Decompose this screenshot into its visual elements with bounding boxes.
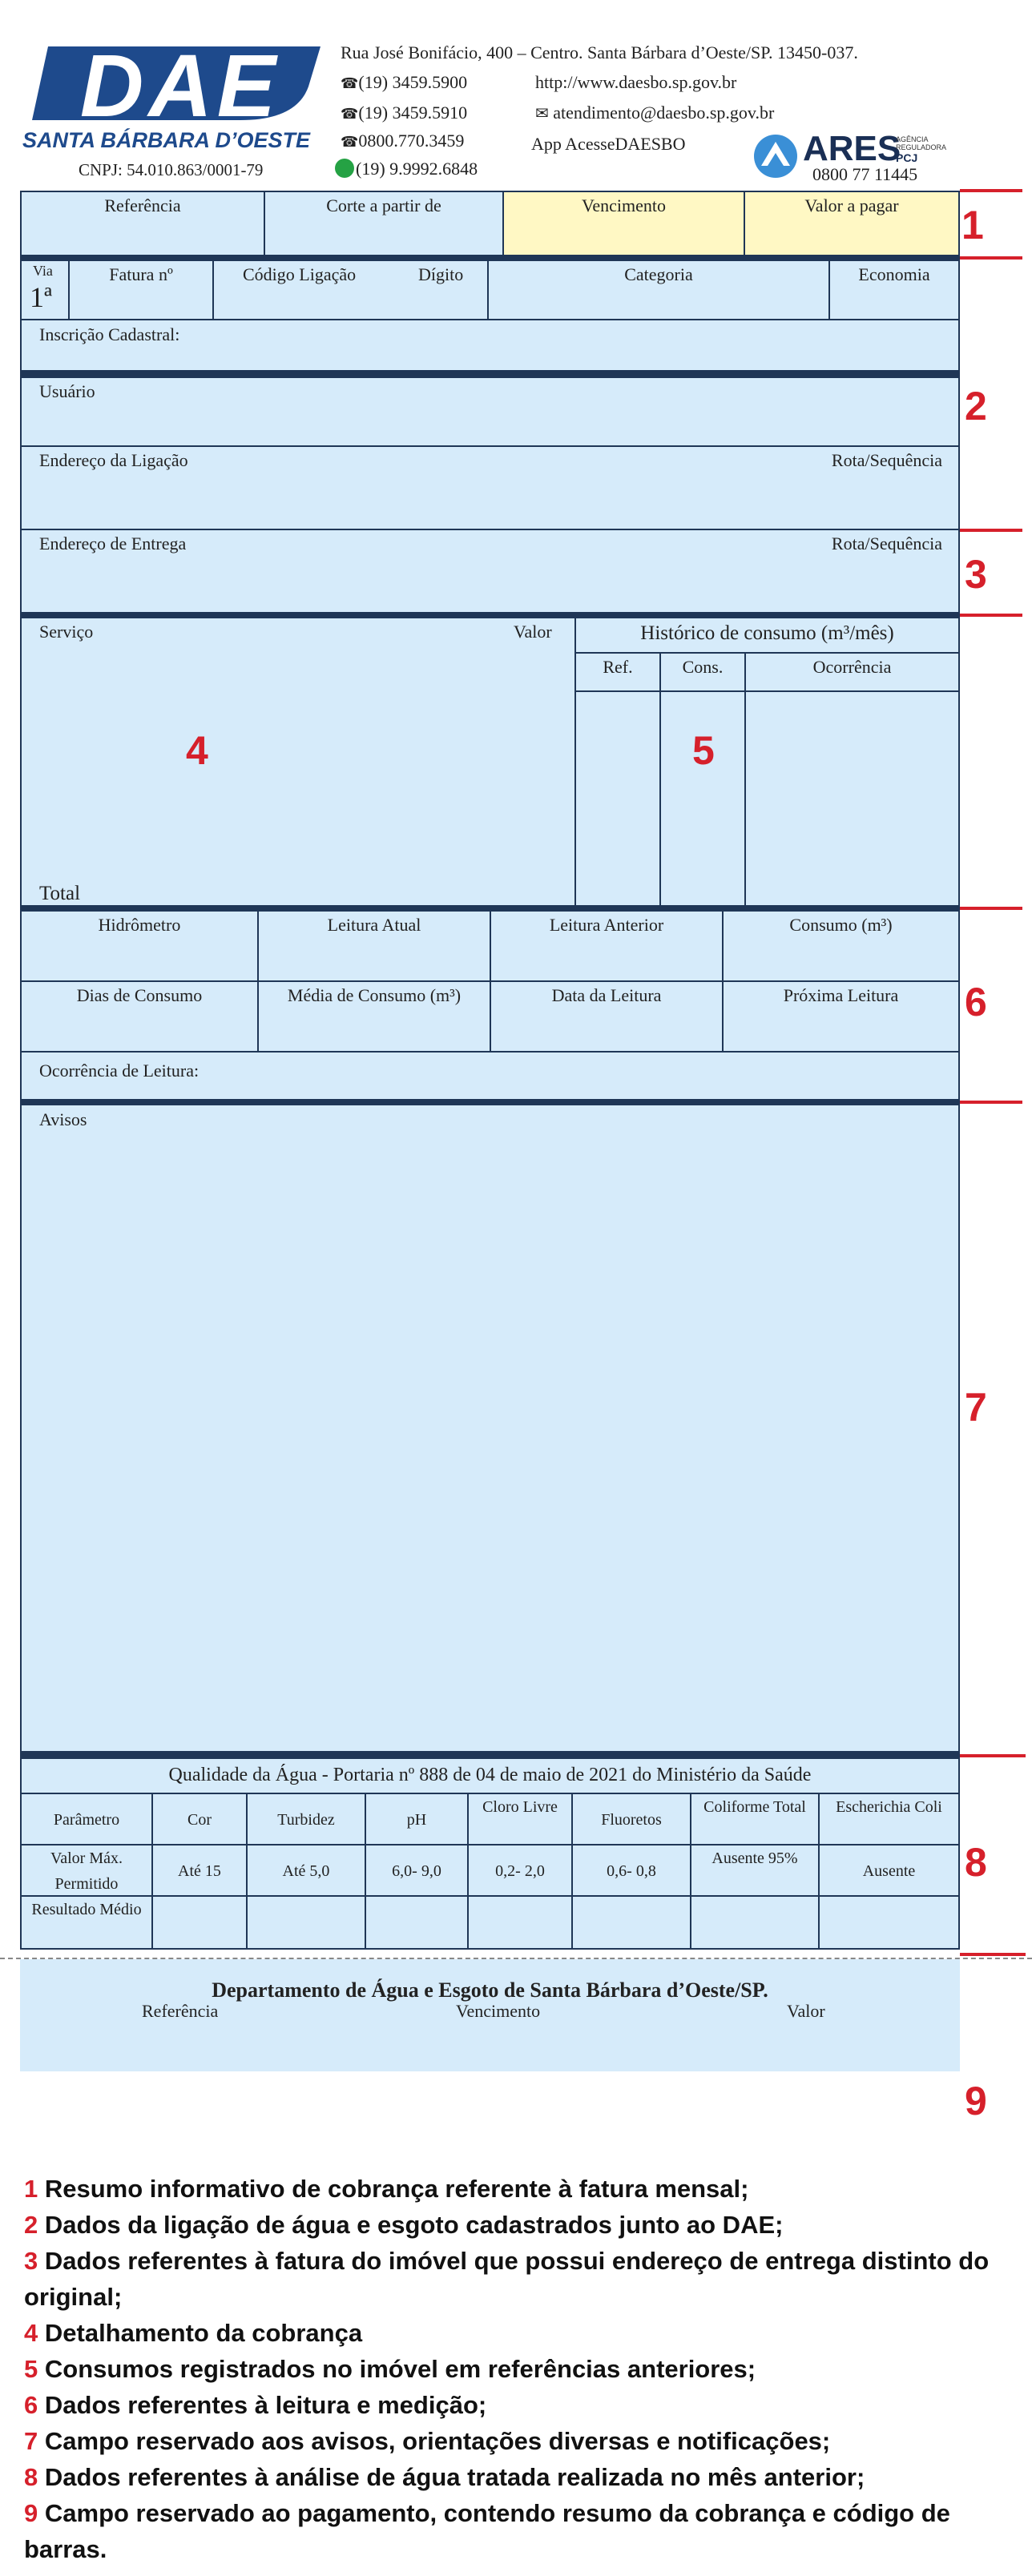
qualidade-cell (365, 1895, 469, 1950)
valor-label: Valor (514, 622, 552, 642)
leitura-anterior-label: Leitura Anterior (549, 915, 664, 935)
qualidade-cell (20, 1793, 153, 1845)
fatura-label: Fatura nº (109, 264, 173, 284)
legend-item (24, 2207, 1010, 2243)
phone-line-3: ☎0800.770.3459 (341, 131, 465, 151)
legend (24, 2171, 1010, 2567)
qualidade-max-text: 0,2- 2,0 (495, 1862, 545, 1880)
pagamento-valor: Valor (787, 2001, 825, 2021)
hidrometro-label: Hidrômetro (98, 915, 181, 935)
ares-sub2: REGULADORA (896, 143, 947, 151)
legend-item (24, 2423, 1010, 2459)
data-leitura-cell (490, 980, 724, 1053)
logo-text: DAE (79, 37, 281, 135)
legend-text: Dados da ligação de água e esgoto cadastrados junto ao DAE; (44, 2211, 784, 2239)
qualidade-cell (690, 1895, 820, 1950)
qualidade-cell (365, 1793, 469, 1845)
via-label: Via (33, 263, 53, 279)
via-number: 1ª (30, 281, 52, 313)
endereco-ligacao-cell (20, 445, 960, 530)
usuario-cell (20, 376, 960, 447)
media-consumo-cell (257, 980, 491, 1053)
qualidade-cell (246, 1844, 366, 1897)
marker-line-9-top (960, 1953, 1026, 1956)
legend-item (24, 2351, 1010, 2387)
ares-name: ARES (803, 129, 901, 168)
qualidade-max-text: Ausente 95% (712, 1849, 798, 1867)
qualidade-title: Qualidade da Água - Portaria nº 888 de 04 de maio de 2021 do Ministério da Saúde (168, 1765, 812, 1785)
ocorrencia-leitura-label: Ocorrência de Leitura: (39, 1061, 200, 1081)
whatsapp-icon (335, 159, 354, 178)
dias-consumo-cell (20, 980, 259, 1053)
legend-number: 9 (24, 2499, 38, 2527)
hist-cons-label: Cons. (682, 657, 724, 677)
dias-consumo-label: Dias de Consumo (76, 985, 203, 1005)
legend-item (24, 2459, 1010, 2495)
legend-number: 1 (24, 2175, 38, 2203)
marker-9: 9 (965, 2079, 987, 2123)
usuario-label: Usuário (39, 381, 95, 401)
legend-number: 4 (24, 2319, 38, 2347)
rota-label-2: Rota/Sequência (831, 533, 942, 553)
legend-number: 3 (24, 2247, 38, 2275)
referencia-label: Referência (104, 195, 181, 215)
fatura-cell (68, 260, 214, 320)
economia-cell (828, 260, 960, 320)
qualidade-cell (818, 1844, 960, 1897)
codigo-digito-cell (212, 260, 489, 320)
qualidade-title-cell (20, 1757, 960, 1794)
marker-7: 7 (965, 1385, 987, 1430)
qualidade-cell (571, 1793, 691, 1845)
legend-item (24, 2243, 1010, 2315)
consumo-label: Consumo (m³) (789, 915, 893, 935)
marker-line-8-top (960, 1754, 1026, 1757)
cnpj: CNPJ: 54.010.863/0001-79 (79, 160, 264, 179)
marker-line-6-top (960, 907, 1022, 910)
qualidade-max-text: 0,6- 0,8 (607, 1862, 656, 1880)
marker-1: 1 (961, 203, 984, 248)
ares-logo (753, 129, 961, 188)
legend-item (24, 2315, 1010, 2351)
dae-logo (32, 37, 329, 135)
endereco-entrega-label: Endereço de Entrega (39, 533, 187, 553)
qualidade-cell (467, 1844, 573, 1897)
pagamento-venc: Vencimento (456, 2001, 541, 2021)
qualidade-cell (467, 1793, 573, 1845)
whatsapp-line: (19) 9.9992.6848 (335, 159, 478, 179)
qualidade-header-text: Fluoretos (601, 1811, 662, 1829)
legend-number: 2 (24, 2211, 38, 2239)
marker-4: 4 (186, 728, 208, 773)
qualidade-cell (690, 1793, 820, 1845)
phone-line-2: ☎(19) 3459.5910 (341, 103, 468, 123)
legend-text: Resumo informativo de cobrança referente à fatura mensal; (44, 2175, 749, 2203)
phone-icon: ☎ (341, 75, 359, 92)
consumo-cell (722, 910, 960, 982)
marker-2: 2 (965, 384, 987, 429)
logo-subtitle: SANTA BÁRBARA D’OESTE (22, 128, 311, 152)
legend-item (24, 2495, 1010, 2567)
vencimento-label: Vencimento (581, 195, 667, 215)
marker-line-1-bottom (960, 256, 1022, 260)
qualidade-max-text: Até 15 (178, 1862, 221, 1880)
ares-sub1: AGÊNCIA (896, 135, 929, 143)
media-consumo-label: Média de Consumo (m³) (287, 985, 462, 1005)
corte-label: Corte a partir de (326, 195, 441, 215)
leitura-atual-cell (257, 910, 491, 982)
legend-text: Detalhamento da cobrança (44, 2319, 363, 2347)
ocorrencia-leitura-cell (20, 1051, 960, 1101)
avisos-cell (20, 1104, 960, 1753)
hist-header-line (574, 690, 960, 692)
legend-text: Consumos registrados no imóvel em referências anteriores; (44, 2355, 756, 2383)
leitura-atual-label: Leitura Atual (327, 915, 421, 935)
leitura-anterior-cell (490, 910, 724, 982)
data-leitura-label: Data da Leitura (551, 985, 662, 1005)
qualidade-max-text: Até 5,0 (282, 1862, 330, 1880)
marker-3: 3 (965, 552, 987, 597)
marker-line-7-top (960, 1101, 1022, 1104)
qualidade-cell (818, 1895, 960, 1950)
referencia-cell (20, 191, 265, 256)
qualidade-cell (20, 1895, 153, 1950)
digito-label: Dígito (418, 264, 464, 284)
website-link[interactable]: http://www.daesbo.sp.gov.br (535, 72, 737, 92)
qualidade-cell (690, 1844, 820, 1897)
ares-icon (753, 134, 798, 179)
vencimento-cell (502, 191, 745, 256)
endereco-ligacao-label: Endereço da Ligação (39, 450, 188, 470)
proxima-leitura-label: Próxima Leitura (783, 985, 899, 1005)
marker-line-3-top (960, 529, 1022, 532)
qualidade-cell (467, 1895, 573, 1950)
qualidade-cell (151, 1895, 248, 1950)
envelope-icon: ✉ (535, 103, 549, 123)
pagamento-title: Departamento de Água e Esgoto de Santa Bárbara d’Oeste/SP. (212, 1978, 768, 2002)
rota-label-1: Rota/Sequência (831, 450, 942, 470)
legend-text: Dados referentes à leitura e medição; (44, 2391, 487, 2419)
servico-label: Serviço (39, 622, 94, 642)
qualidade-cell (246, 1895, 366, 1950)
qualidade-cell (571, 1895, 691, 1950)
legend-text: Campo reservado aos avisos, orientações diversas e notificações; (44, 2427, 831, 2455)
phone-line-1: ☎(19) 3459.5900 (341, 72, 468, 92)
qualidade-result-text: Resultado Médio (31, 1901, 142, 1918)
legend-text: Dados referentes à fatura do imóvel que possui endereço de entrega distinto do original; (24, 2247, 990, 2311)
historico-title-cell (574, 617, 960, 654)
qualidade-cell (20, 1844, 153, 1897)
categoria-label: Categoria (624, 264, 693, 284)
qualidade-max-text: 6,0- 9,0 (392, 1862, 441, 1880)
pagamento-panel (20, 1959, 960, 2071)
qualidade-cell (818, 1793, 960, 1845)
qualidade-header-text: Escherichia Coli (836, 1798, 942, 1816)
valor-pagar-cell (744, 191, 960, 256)
ares-phone: 0800 77 11445 (812, 164, 918, 184)
hidrometro-cell (20, 910, 259, 982)
qualidade-header-text: Turbidez (277, 1811, 335, 1829)
marker-8: 8 (965, 1840, 987, 1885)
legend-number: 6 (24, 2391, 38, 2419)
valor-pagar-label: Valor a pagar (804, 195, 899, 215)
inscricao-label: Inscrição Cadastral: (39, 324, 180, 344)
hist-ocorrencia-label: Ocorrência (812, 657, 892, 677)
email-line[interactable]: ✉ atendimento@daesbo.sp.gov.br (535, 103, 775, 123)
qualidade-max-text: Valor Máx. Permitido (50, 1849, 123, 1893)
marker-line-3-bottom (960, 614, 1022, 617)
codigo-label: Código Ligação (243, 264, 357, 284)
avisos-label: Avisos (39, 1109, 87, 1129)
qualidade-max-text: Ausente (862, 1862, 916, 1880)
qualidade-header-text: Cloro Livre (482, 1798, 558, 1816)
endereco-entrega-cell (20, 529, 960, 614)
via-cell (20, 260, 70, 320)
economia-label: Economia (858, 264, 930, 284)
servico-cell (20, 617, 576, 907)
qualidade-cell (571, 1844, 691, 1897)
qualidade-cell (151, 1793, 248, 1845)
corte-cell (264, 191, 504, 256)
legend-item (24, 2387, 1010, 2423)
legend-number: 8 (24, 2463, 38, 2491)
categoria-cell (487, 260, 830, 320)
phone-icon: ☎ (341, 106, 359, 123)
qualidade-header-text: Parâmetro (53, 1811, 120, 1829)
qualidade-cell (246, 1793, 366, 1845)
inscricao-cell (20, 319, 960, 372)
app-name: App AcesseDAESBO (531, 134, 686, 154)
legend-number: 7 (24, 2427, 38, 2455)
address: Rua José Bonifácio, 400 – Centro. Santa Bárbara d’Oeste/SP. 13450-037. (341, 42, 858, 62)
qualidade-header-text: Cor (187, 1811, 212, 1829)
marker-line-1-top (960, 189, 1022, 192)
phone-icon: ☎ (341, 134, 359, 151)
hist-ref-label: Ref. (603, 657, 633, 677)
pagamento-ref: Referência (142, 2001, 219, 2021)
ares-pcj: PCJ (896, 151, 918, 164)
legend-number: 5 (24, 2355, 38, 2383)
qualidade-header-text: pH (406, 1811, 427, 1829)
historico-title: Histórico de consumo (m³/mês) (640, 622, 894, 644)
legend-item (24, 2171, 1010, 2207)
qualidade-header-text: Coliforme Total (703, 1798, 806, 1816)
marker-6: 6 (965, 980, 987, 1024)
qualidade-cell (151, 1844, 248, 1897)
qualidade-cell (365, 1844, 469, 1897)
marker-5: 5 (692, 728, 715, 773)
legend-text: Dados referentes à análise de água tratada realizada no mês anterior; (44, 2463, 865, 2491)
legend-text: Campo reservado ao pagamento, contendo resumo da cobrança e código de barras. (24, 2499, 950, 2563)
total-label: Total (39, 883, 81, 904)
proxima-leitura-cell (722, 980, 960, 1053)
